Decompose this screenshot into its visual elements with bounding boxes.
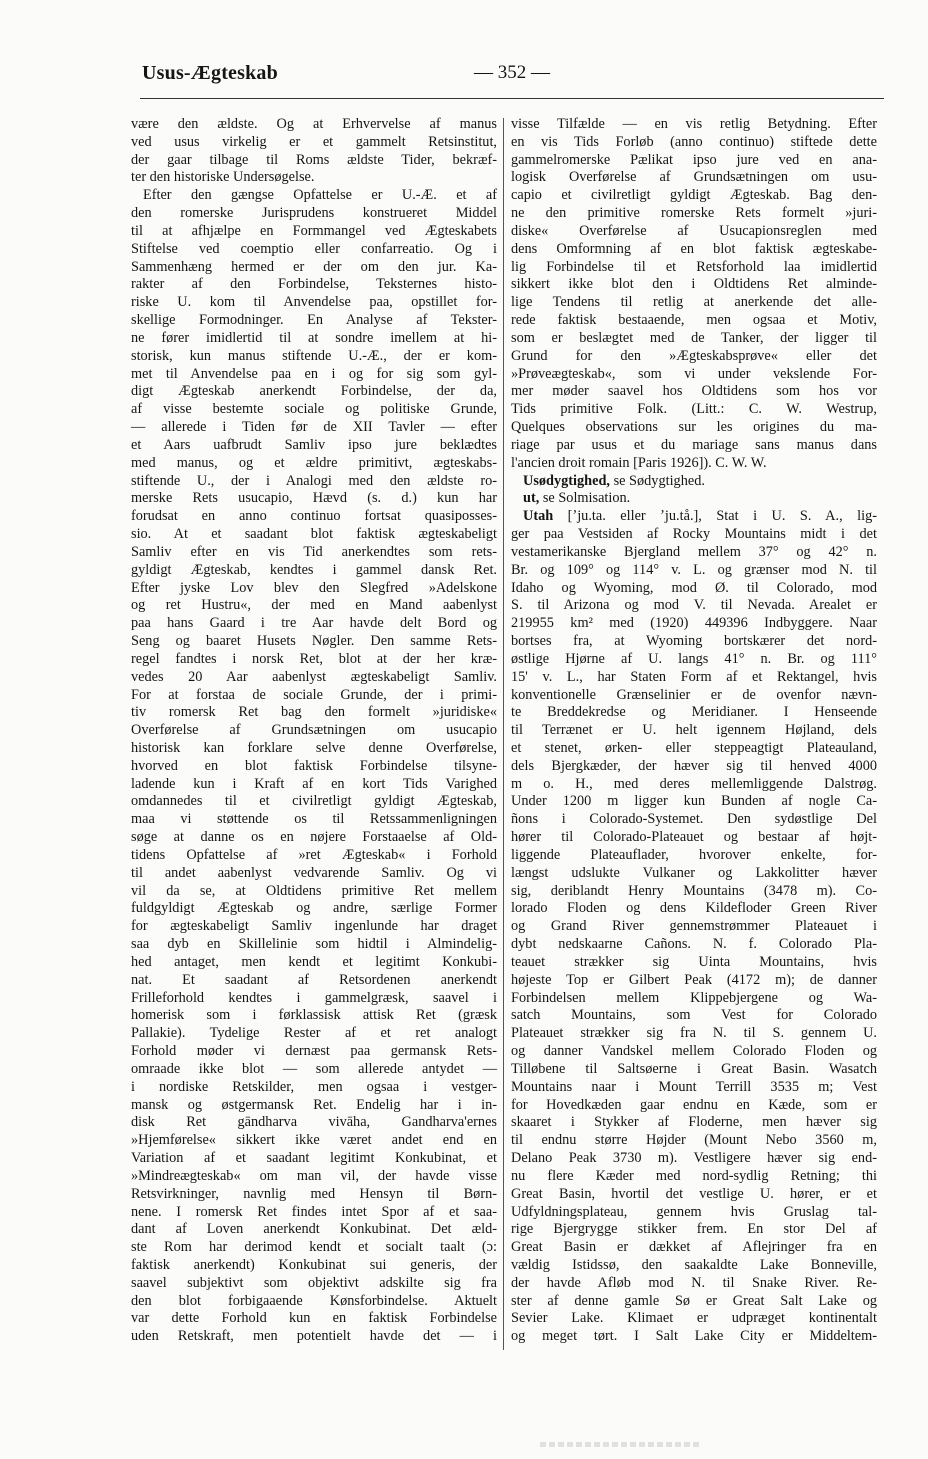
text-line: rakter af den Forbindelse, Teksternes histo- <box>131 276 497 293</box>
header-rule <box>140 98 884 99</box>
text-line: og danner Vandskel mellem Colorado Floden og <box>511 1043 877 1060</box>
text-line: tiv romersk Ret bag den formelt »juridiske« <box>131 704 497 721</box>
text-line: riske U. kom til Anvendelse paa, opstillet for- <box>131 294 497 311</box>
text-line: ut, se Solmisation. <box>523 490 631 507</box>
text-line: for ægteskabeligt Samliv ingenlunde har draget <box>131 918 497 935</box>
text-line: faktisk anerkendt) Konkubinat sui generis, der <box>131 1257 497 1273</box>
text-line: der gaar tilbage til Roms ældste Tider, bekræf- <box>131 151 497 168</box>
text-line: vil da se, at Oldtidens primitive Ret mellem <box>131 882 497 899</box>
text-line: vældig Istidssø, den saakaldte Lake Bonneville, <box>511 1257 877 1273</box>
text-line: som er beslægtet med de Tanker, der ligger til <box>511 329 877 346</box>
text-line: østlige Hjørne af U. langs 41° n. Br. og 111° <box>511 650 877 667</box>
text-line: rede faktisk bestaaende, men ogsaa et Motiv, <box>511 312 877 329</box>
text-line: diske« Overførelse af Usucapionsreglen med <box>511 222 877 239</box>
text-line: mansk og østgermansk Ret. Endelig har i in- <box>131 1096 497 1113</box>
text-line: saavel subjektivt som objektivt adskilte sig fra <box>131 1274 497 1291</box>
text-line: visse Tilfælde — en vis retlig Betydning. Efter <box>511 116 877 132</box>
text-line: dybt nedskaarne Cañons. N. f. Colorado Pla- <box>511 936 877 953</box>
text-line: Delano Peak 3730 m). Vestligere hæver sig end- <box>511 1150 877 1167</box>
text-line: l'ancien droit romain [Paris 1926]). C. W. W. <box>511 454 767 471</box>
text-line: Forbindelsen mellem Klippebjergene og Wa- <box>511 989 877 1006</box>
text-line: capio et civilretligt gyldigt Ægteskab. Bag den- <box>511 187 877 204</box>
text-line: regel fandtes i norsk Ret, blot at der her kræ- <box>131 650 497 667</box>
text-line: sikkert ikke blot den i Oldtidens Ret alminde- <box>511 276 877 293</box>
text-line: Stiftelse ved coemptio eller confarreatio. Og i <box>131 240 497 257</box>
text-line: være den ældste. Og at Erhvervelse af manus <box>131 116 497 132</box>
text-line: til Terrænet er U. helt igennem Højland, dels <box>511 722 877 739</box>
text-line: mer møder saavel hos Oldtidens som hos vor <box>511 383 877 400</box>
page-number: — 352 — <box>474 62 550 83</box>
text-line: Utah [ʼju.ta. eller ʼju.tå.], Stat i U. S. A., lig- <box>523 508 877 525</box>
text-line: Quelques observations sur les origines du ma- <box>511 419 877 436</box>
text-line: lig Forbindelse til et Retsforhold laa imidlertid <box>511 258 877 275</box>
text-line: Retsvirkninger, navnlig med Hensyn til Børn- <box>131 1185 497 1202</box>
text-line: og Grand River gennemstrømmer Plateauet i <box>511 918 877 935</box>
text-line: disk Ret gāndharva vivāha, Gandharva'ernes <box>131 1114 497 1131</box>
text-line: og ret Hustru«, der med en Mand aabenlyst <box>131 597 497 614</box>
text-line: omdannedes til et civilretligt gyldigt Ægteskab, <box>131 793 497 810</box>
text-line: et stenet, ørken- eller steppeagtigt Plateauland, <box>511 739 877 756</box>
text-line: hed antaget, men kendt et legitimt Konkubi- <box>131 953 497 970</box>
text-line: Samliv efter en vis Tid anerkendtes som rets- <box>131 543 497 560</box>
text-line: var dette Forhold kun en faktisk Forbindelse <box>131 1310 497 1327</box>
text-line: højeste Top er Gilbert Peak (4172 m); de danner <box>511 971 877 988</box>
text-line: Forhold møder vi dernæst paa germansk Rets- <box>131 1043 497 1060</box>
text-line: til endnu større Højder (Mount Nebo 3560 m, <box>511 1132 877 1149</box>
text-line: vedes 20 Aar aabenlyst ægteskabeligt Samliv. <box>131 668 497 685</box>
text-line: Usødygtighed, se Sødygtighed. <box>523 472 705 489</box>
right-column <box>511 116 877 1346</box>
text-line: der havde Afløb mod N. til Snake River. Re- <box>511 1274 877 1291</box>
left-column <box>131 116 497 1346</box>
text-line: den romerske Jurisprudens konstrueret Middel <box>131 205 497 222</box>
text-line: Sevier Lake. Klimaet er udpræget kontinentalt <box>511 1310 877 1327</box>
text-line: ste Rom har derimod kendt et socialt taalt (ɔ: <box>131 1239 497 1256</box>
text-line: Tids primitive Folk. (Litt.: C. W. Westrup, <box>511 401 877 418</box>
text-line: m o. H., med deres mellemliggende Dalstrøg. <box>511 775 877 792</box>
text-line: Great Basin, hvortil det vestlige U. hører, er et <box>511 1185 877 1202</box>
text-line: ne fører imidlertid til at sondre imellem at hi- <box>131 329 497 346</box>
text-line: rige Bjergrygge stikker frem. En stor Del af <box>511 1221 877 1238</box>
text-line: For at forstaa de sociale Grunde, der i primi- <box>131 686 497 703</box>
text-line: »Prøveægteskab«, som vi under vekslende For- <box>511 365 877 382</box>
text-line: omraade ikke blot — som allerede antydet — <box>131 1060 497 1077</box>
text-line: met til Anvendelse paa en i og for sig som gyl- <box>131 365 497 382</box>
text-line: dels Bjergkæder, der hæver sig til henved 4000 <box>511 757 877 774</box>
text-line: hvorved en blot faktisk Forbindelse tilsyne- <box>131 757 497 774</box>
running-title: Usus-Ægteskab <box>142 62 278 84</box>
text-line: nu flere Kæder med nord-sydlig Retning; thi <box>511 1167 877 1184</box>
text-line: ne den primitive romerske Rets formelt »juri- <box>511 205 877 222</box>
text-line: Idaho og Wyoming, mod Ø. til Colorado, mod <box>511 579 877 596</box>
text-line: 15' v. L., har Staten Form af et Rektangel, hvis <box>511 668 877 685</box>
text-line: et Aars uafbrudt Samliv ipso jure beklædtes <box>131 436 497 453</box>
text-line: sio. At et saadant blot faktisk ægteskabeligt <box>131 526 497 543</box>
text-line: nat. Et saadant af Retsordenen anerkendt <box>131 971 497 988</box>
text-line: Pallakie). Tydelige Rester af et ret analogt <box>131 1025 497 1042</box>
text-line: Tilløbene til Saltsøerne i Great Basin. Wasatch <box>511 1060 877 1077</box>
text-line: ter den historiske Undersøgelse. <box>131 169 315 186</box>
running-header <box>142 62 882 92</box>
text-line: historisk kan forklare selve denne Overførelse, <box>131 739 497 756</box>
text-line: — allerede i Tiden før de XII Tavler — efter <box>131 419 497 436</box>
text-line: fuldgyldigt Ægteskab og andre, særlige Former <box>131 900 497 917</box>
text-line: Efter jyske Lov blev den Slegfred »Adelskone <box>131 579 497 596</box>
text-line: Udfyldningsplateau, gennem hvis Gruslag tal- <box>511 1203 877 1220</box>
text-line: længst udslukte Vulkaner og Lakkolitter hæver <box>511 864 877 881</box>
text-line: ger paa Vestsiden af Rocky Mountains midt i det <box>511 526 877 543</box>
text-line: Sammenhæng hermed er der om den jur. Ka- <box>131 258 497 275</box>
text-line: paa hans Gaard i tre Aar havde delt Bord og <box>131 615 497 632</box>
text-line: Br. og 109° og 114° v. L. og grænser mod N. til <box>511 561 877 578</box>
text-line: logisk Overførelse af Grundsætningen om usu- <box>511 169 877 186</box>
text-line: og meget tørt. I Salt Lake City er Middeltem- <box>511 1328 877 1345</box>
text-line: konventionelle Grænselinier er de ovenfor nævn- <box>511 686 877 703</box>
text-line: nene. I romersk Ret findes intet Spor af et saa- <box>131 1203 497 1220</box>
text-line: dant af Loven anerkendt Konkubinat. Det æld- <box>131 1221 497 1238</box>
text-line: for Hovedkæden gaar endnu en Kæde, som er <box>511 1096 877 1113</box>
text-line: digt Ægteskab anerkendt Forbindelse, der da, <box>131 383 497 400</box>
text-line: sig, deriblandt Henry Mountains (3478 m). Co- <box>511 882 877 899</box>
text-line: Frilleforhold kendtes i gammelgræsk, saavel i <box>131 989 497 1006</box>
text-line: dens Omformning af en blot faktisk ægteskabe- <box>511 240 877 257</box>
text-line: merske Rets usucapio, Hævd (s. d.) kun har <box>131 490 497 507</box>
text-line: vestamerikanske Bjergland mellem 37° og 42° n. <box>511 543 877 560</box>
text-line: med manus, og et ældre primitivt, ægteskabs- <box>131 454 497 471</box>
text-line: den blot forbigaaende Kønsforbindelse. Aktuelt <box>131 1292 497 1309</box>
text-line: skellige Formodninger. En Analyse af Tekster- <box>131 312 497 329</box>
text-line: en vis Tids Forløb (anno continuo) stiftede dette <box>511 133 877 150</box>
text-line: teauet strækker sig Uinta Mountains, hvis <box>511 953 877 970</box>
text-line: »Mindreægteskab« om man vil, der havde visse <box>131 1167 497 1184</box>
text-line: Great Basin er dækket af Aflejringer fra en <box>511 1239 877 1256</box>
text-line: Under 1200 m ligger kun Bunden af nogle Ca- <box>511 793 877 810</box>
text-line: ladende kun i Kraft af en kort Tids Varighed <box>131 775 497 792</box>
text-line: 219955 km² med (1920) 449396 Indbyggere. Naar <box>511 615 877 632</box>
text-line: søge at danne os en nøjere Forstaaelse af Old- <box>131 829 497 846</box>
text-line: hører til Colorado-Plateauet og bestaar af højt- <box>511 829 877 846</box>
text-line: Mountains naar i Mount Terrill 3535 m; Vest <box>511 1078 877 1095</box>
text-line: liggende Plateauflader, hvorover enkelte, for- <box>511 846 877 863</box>
text-line: gammelromerske Pælikat ipso jure ved en ana- <box>511 151 877 168</box>
text-line: satch Mountains, som Vest for Colorado <box>511 1007 877 1024</box>
text-line: ster af denne gamle Sø er Great Salt Lake og <box>511 1292 877 1309</box>
text-line: bortses fra, at Wyoming bortskærer det nord- <box>511 633 877 650</box>
text-line: maa vi støttende os til Retssammenligningen <box>131 811 497 828</box>
text-line: til andet aabenlyst vedvarende Samliv. Og vi <box>131 864 497 881</box>
text-line: til at afhjælpe en Formmangel ved Ægteskabets <box>131 222 497 239</box>
text-line: i nordiske Retskilder, men ogsaa i vestger- <box>131 1078 497 1095</box>
column-divider <box>503 118 504 1350</box>
text-line: Seng og baaret Husets Nøgler. Den samme Rets- <box>131 633 497 650</box>
text-line: Plateauet strækker sig fra N. til S. gennem U. <box>511 1025 877 1042</box>
text-line: »Hjemførelse« sikkert ikke været andet end en <box>131 1132 497 1149</box>
text-line: tidens Opfattelse af »ret Ægteskab« i Forhold <box>131 846 497 863</box>
text-line: gyldigt Ægteskab, kendtes i gammel dansk Ret. <box>131 561 497 578</box>
text-line: Efter den gængse Opfattelse er U.-Æ. et af <box>143 187 497 204</box>
text-line: Grund for den »Ægteskabsprøve« eller det <box>511 347 877 364</box>
text-line: saa dyb en Skillelinie som hidtil i Almindelig- <box>131 936 497 953</box>
text-line: af visse bestemte sociale og politiske Grunde, <box>131 401 497 418</box>
text-line: stiftende U., der i Analogi med den ældste ro- <box>131 472 497 489</box>
text-line: Overførelse af Grundsætningen om usucapio <box>131 722 497 739</box>
text-line: homerisk som i førklassisk attisk Ret (græsk <box>131 1007 497 1024</box>
text-line: S. til Arizona og mod V. til Nevada. Arealet er <box>511 597 877 614</box>
text-line: skaaret i Stykker af Floderne, men hæver sig <box>511 1114 877 1131</box>
text-line: ñons i Colorado-Systemet. Den sydøstlige Del <box>511 811 877 828</box>
text-line: uden Retskraft, men potentielt havde det — i <box>131 1328 497 1345</box>
text-line: te Breddekredse og Meridianer. I Henseende <box>511 704 877 721</box>
text-line: ved usus virkelig er et gammelt Retsinstitut, <box>131 133 497 150</box>
bleed-through-marks <box>540 1442 700 1447</box>
text-line: Variation af et saadant legitimt Konkubinat, et <box>131 1150 497 1167</box>
text-line: storisk, kun manus stiftende U.-Æ., der er kom- <box>131 347 497 364</box>
text-line: riage par usus et du mariage sans manus dans <box>511 436 877 453</box>
text-line: forudsat en anno continuo fortsat quasiposses- <box>131 508 497 525</box>
text-line: lorado Floden og dens Kildefloder Green River <box>511 900 877 917</box>
text-line: lige Tendens til retlig at anerkende det alle- <box>511 294 877 311</box>
